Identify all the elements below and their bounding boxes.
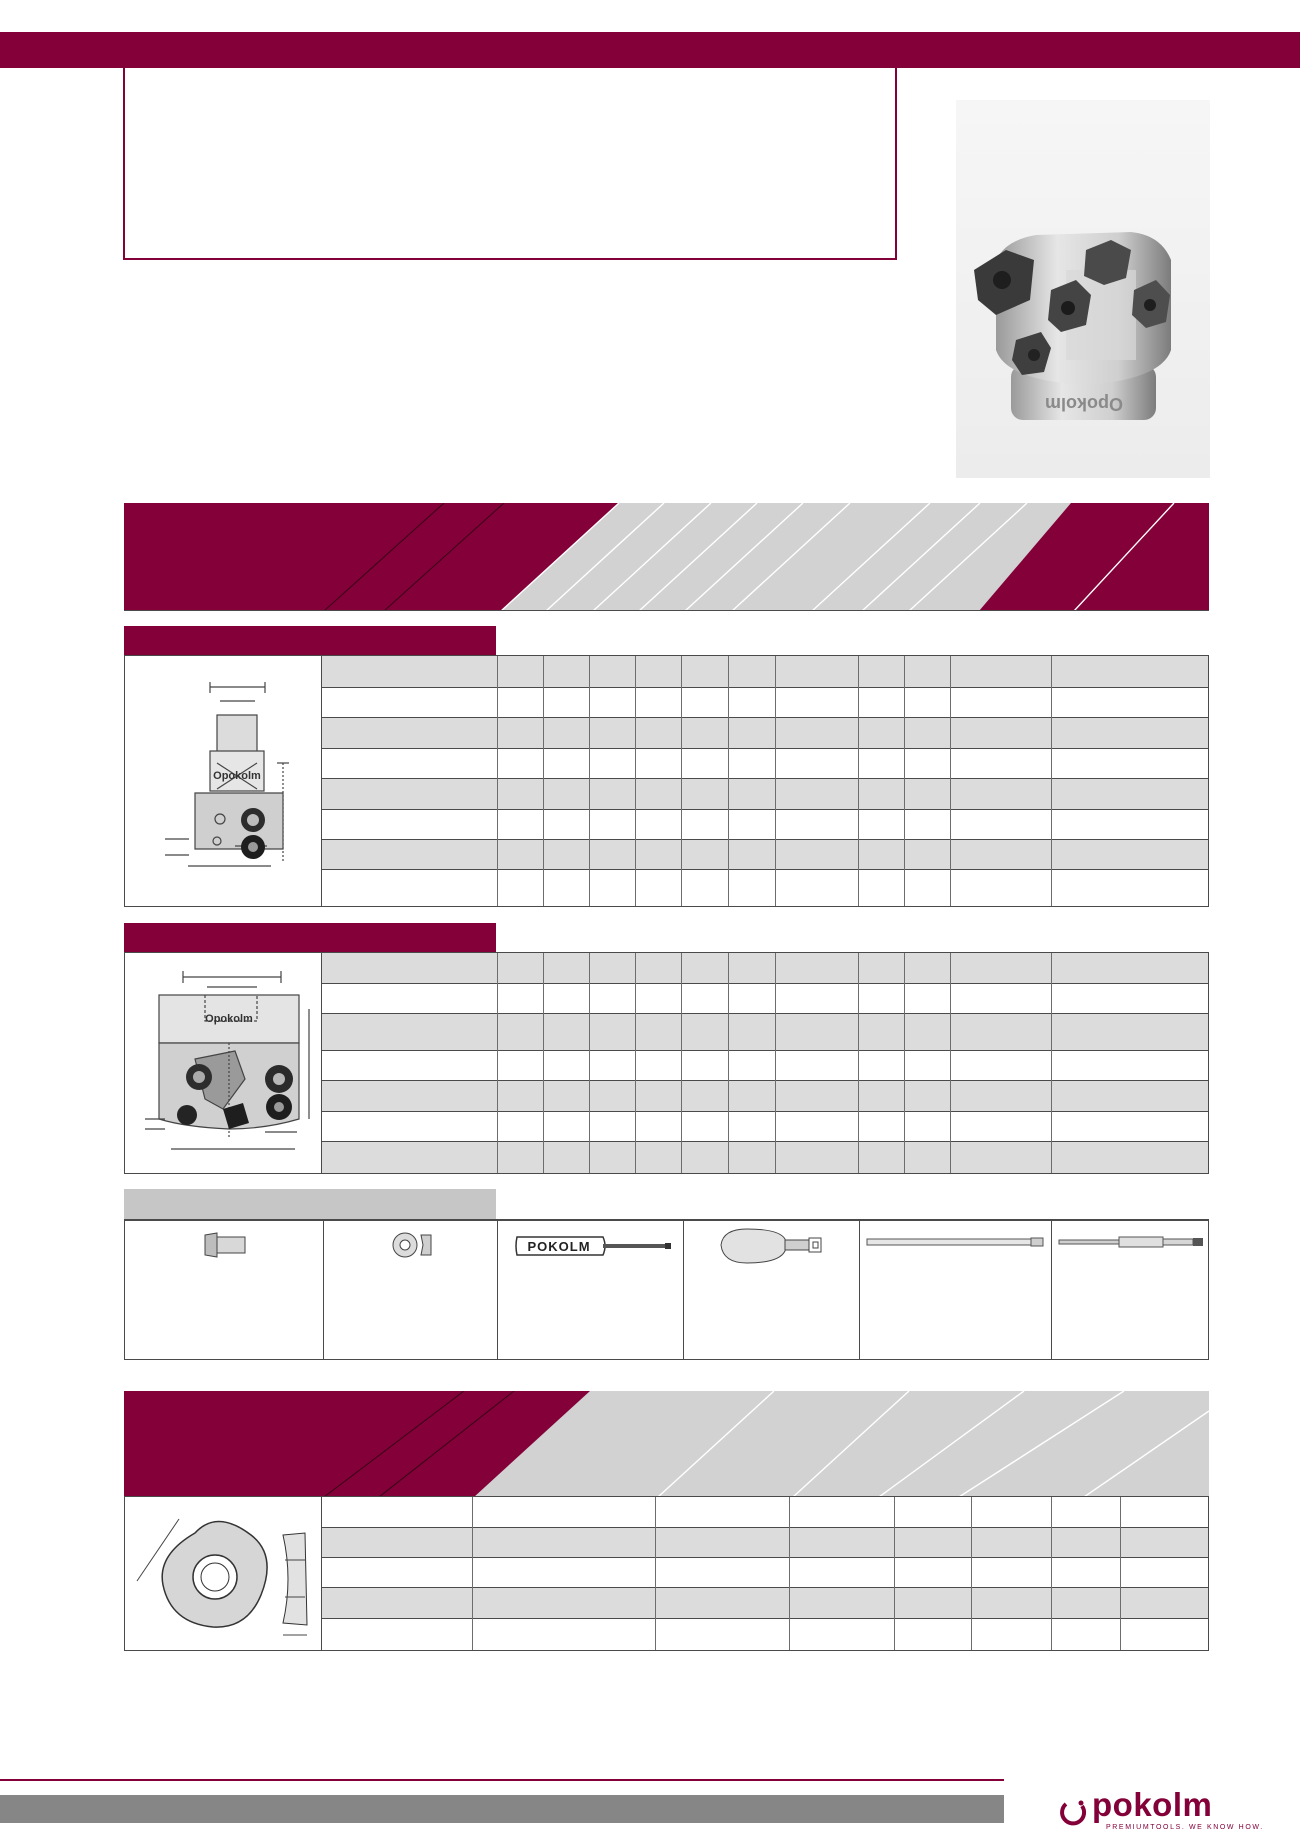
holder-table-1 [124, 655, 1209, 907]
intro-text-box [123, 68, 897, 260]
brand-logo [1058, 1786, 1264, 1838]
logo-wordmark: pokolm [1092, 1786, 1213, 1823]
torque-handle-icon [717, 1225, 827, 1267]
screwdriver-label: POKOLM [527, 1239, 591, 1254]
wrench-bar-icon [865, 1235, 1045, 1249]
logo-tagline: PREMIUMTOOLS. WE KNOW HOW. [1106, 1824, 1264, 1831]
insert-table [124, 1496, 1209, 1651]
holder-logo-1: Opokolm [213, 770, 261, 782]
screwdriver-icon [515, 1231, 675, 1261]
holder-table-2 [124, 952, 1209, 1174]
footer-grey-band [0, 1795, 1004, 1823]
top-brand-band [0, 32, 1300, 68]
holder-logo-2: Opokolm [205, 1013, 253, 1025]
shim-icon [391, 1229, 435, 1261]
insert-screw-icon [203, 1231, 247, 1259]
accessories-table [124, 1219, 1209, 1360]
section-2-title-bar [124, 923, 496, 953]
logo-mark-icon [1058, 1796, 1088, 1826]
key-bit-icon [1057, 1233, 1207, 1251]
milling-cutter-photo [956, 100, 1210, 478]
accessories-title-bar [124, 1189, 496, 1219]
svg-text:Opokolm: Opokolm [1044, 394, 1124, 414]
footer-line [0, 1779, 1004, 1781]
section-1-title-bar [124, 626, 496, 656]
insert-table-header [124, 1391, 1209, 1497]
insert-drawing [135, 1505, 320, 1645]
table-header-1 [124, 503, 1209, 611]
